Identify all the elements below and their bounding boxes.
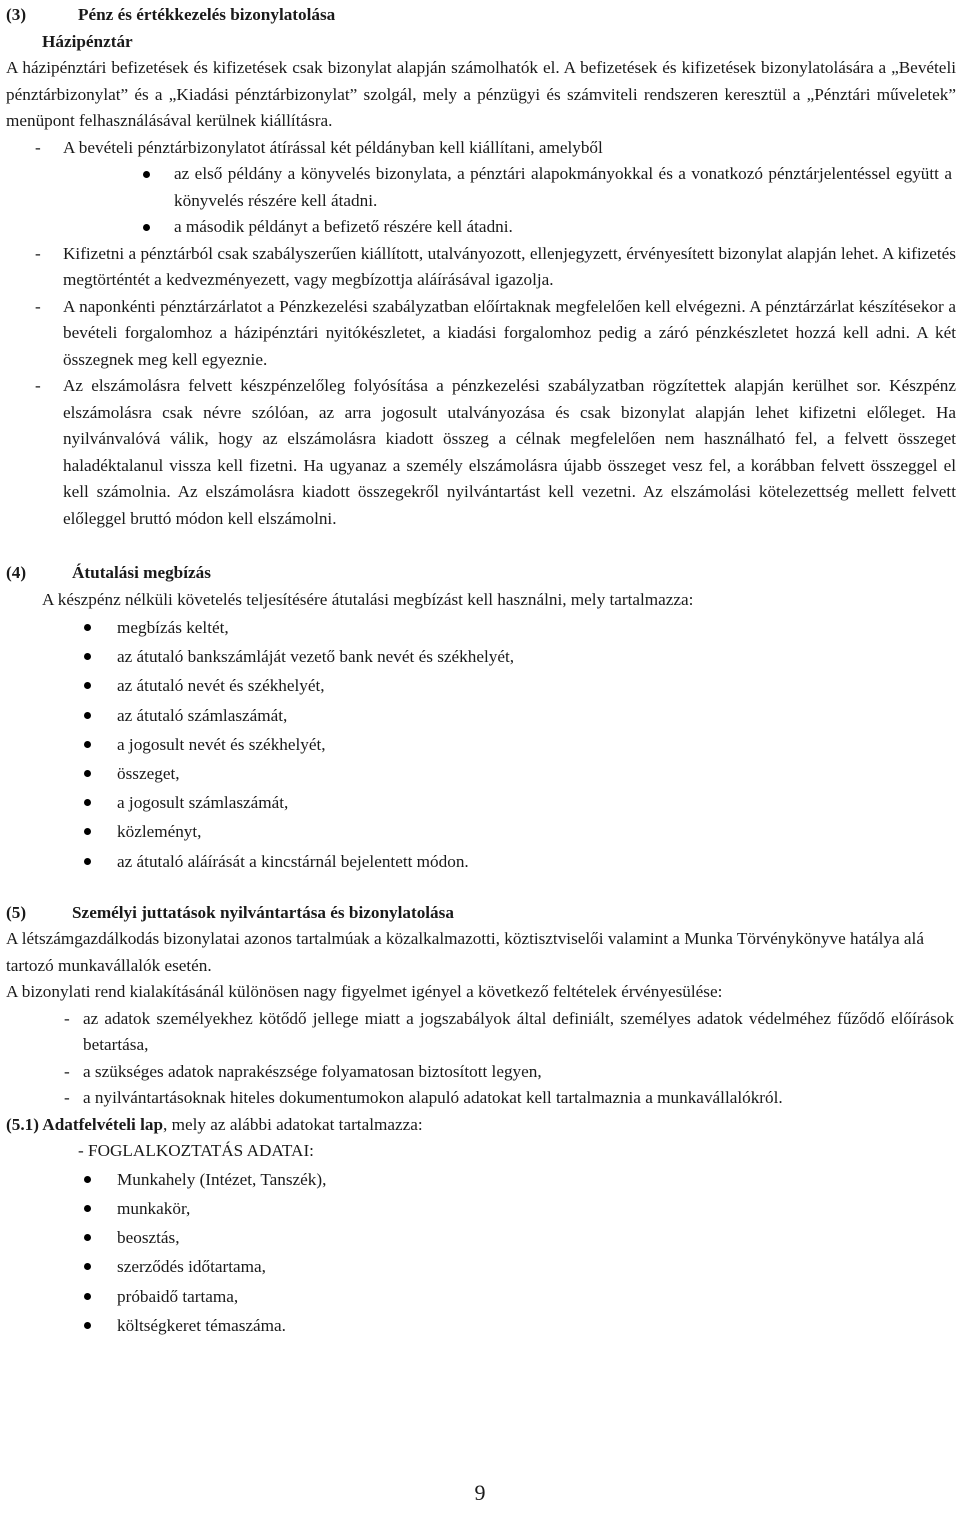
list-item: az átutaló számlaszámát, bbox=[6, 701, 956, 730]
subsection-5-1-heading: (5.1) Adatfelvételi lap, mely az alábbi adatokat tartalmazza: bbox=[6, 1114, 423, 1134]
bullet-icon bbox=[84, 624, 91, 631]
bullet-icon bbox=[84, 799, 91, 806]
bullet-icon bbox=[84, 1293, 91, 1300]
bullet-icon bbox=[143, 171, 150, 178]
section-3-intro: A házipénztári befizetések és kifizetések csak bizonylat alapján számolhatók el. A befizetések és kifizetések bizonylatolására a „Bevételi pénztárbizonylat” és a „Kiadási pénztárbizonylat” szolgál, mely a pénzügyi és számviteli rendszeren keresztül a „Pénztári műveletek” menüpont felhasználásával kerülnek kiállításra. bbox=[6, 58, 956, 130]
document-page bbox=[6, 2, 956, 1340]
bullet-icon bbox=[84, 1205, 91, 1212]
section-5-bullets bbox=[6, 1165, 956, 1340]
bullet-icon bbox=[84, 828, 91, 835]
bullet-icon bbox=[84, 1176, 91, 1183]
section-4-intro: A készpénz nélküli követelés teljesítésére átutalási megbízást kell használni, mely tartalmazza: bbox=[42, 589, 694, 609]
section-3-item: - A naponkénti pénztárzárlatot a Pénzkezelési szabályzatban előírtaknak megfelelően kell elvégezni. A pénztárzárlat készítésekor a bevételi forgalomhoz a házipénztári nyitókészletet, a kiadási forgalomhoz pedig a záró pénzkészletet hozzá kell adni. A két összegnek meg kell egyeznie. bbox=[35, 296, 956, 369]
list-item: a jogosult nevét és székhelyét, bbox=[6, 730, 956, 759]
page-number: 9 bbox=[474, 1480, 486, 1505]
list-item: az átutaló bankszámláját vezető bank nevét és székhelyét, bbox=[6, 642, 956, 671]
list-item: a jogosult számlaszámát, bbox=[6, 788, 956, 817]
list-item: közleményt, bbox=[6, 817, 956, 846]
list-item: munkakör, bbox=[6, 1194, 956, 1223]
list-item: az első példány a könyvelés bizonylata, a pénztári alapokmányokkal és a vonatkozó pénztárjelentéssel együtt a könyvelés részére kell átadni. bbox=[6, 161, 952, 214]
section-number: (5) bbox=[6, 902, 27, 922]
bullet-icon bbox=[84, 741, 91, 748]
bullet-icon bbox=[84, 712, 91, 719]
section-5-item: - a szükséges adatok naprakészsége folyamatosan biztosított legyen, bbox=[64, 1061, 542, 1081]
section-5-item: - az adatok személyekhez kötődő jellege miatt a jogszabályok által definiált, személyes adatok védelméhez fűződő előírások betartása, bbox=[64, 1008, 954, 1055]
section-3-sub-bullets bbox=[6, 161, 956, 241]
bullet-icon bbox=[84, 770, 91, 777]
section-3-item: - Az elszámolásra felvett készpénzelőleg folyósítása a pénzkezelési szabályzatban rögzítettek alapján kerülhet sor. Készpénz elszámolásra csak névre szólóan, az arra jogosult utalványozása és csak bizonylat alapján lehet kifizetni előleget. Ha nyilvánvalóvá válik, hogy az elszámolásra kiadott összeg a célnak megfelelően nem használható fel, a felvett összeget haladéktalanul vissza kell fizetni. Ha ugyanaz a személy elszámolásra újabb összeget vesz fel, a korábban felvett összeggel el kell számolnia. Az elszámolásra kiadott összegekről nyilvántartást kell vezetni. Az elszámolási kötelezettség mellett felvett előleggel bruttó módon kell elszámolni. bbox=[35, 376, 956, 528]
list-item: költségkeret témaszáma. bbox=[6, 1311, 956, 1340]
section-title: Személyi juttatások nyilvántartása és bizonylatolása bbox=[72, 902, 454, 922]
bullet-icon bbox=[84, 1322, 91, 1329]
list-item: beosztás, bbox=[6, 1223, 956, 1252]
bullet-icon bbox=[143, 224, 150, 231]
group-label: - FOGLALKOZTATÁS ADATAI: bbox=[78, 1141, 314, 1161]
section-subtitle: Házipénztár bbox=[42, 31, 133, 51]
list-item: próbaidő tartama, bbox=[6, 1282, 956, 1311]
section-5-paragraph: A létszámgazdálkodás bizonylatai azonos tartalmúak a közalkalmazotti, köztisztviselői valamint a Munka Törvénykönyve hatálya alá tartozó munkavállalók esetén. bbox=[6, 929, 924, 975]
list-item: szerződés időtartama, bbox=[6, 1252, 956, 1281]
list-item: az átutaló aláírását a kincstárnál bejelentett módon. bbox=[6, 847, 956, 876]
bullet-icon bbox=[84, 653, 91, 660]
bullet-icon bbox=[84, 682, 91, 689]
bullet-icon bbox=[84, 1263, 91, 1270]
section-3-item: - A bevételi pénztárbizonylatot átírással két példányban kell kiállítani, amelyből bbox=[35, 137, 603, 157]
section-5-paragraph: A bizonylati rend kialakításánál különösen nagy figyelmet igényel a következő feltételek érvényesülése: bbox=[6, 982, 723, 1002]
bullet-icon bbox=[84, 1234, 91, 1241]
list-item: összeget, bbox=[6, 759, 956, 788]
list-item: Munkahely (Intézet, Tanszék), bbox=[6, 1165, 956, 1194]
section-number: (3) bbox=[6, 5, 27, 24]
section-title: Pénz és értékkezelés bizonylatolása bbox=[78, 5, 336, 24]
section-4-bullets bbox=[6, 613, 956, 876]
list-item: a második példányt a befizető részére kell átadni. bbox=[6, 214, 952, 241]
bullet-icon bbox=[84, 858, 91, 865]
section-number: (4) bbox=[6, 563, 27, 582]
section-4-heading bbox=[6, 560, 956, 587]
section-5-heading bbox=[6, 900, 956, 927]
section-3-item: - Kifizetni a pénztárból csak szabályszerűen kiállított, utalványozott, ellenjegyzett, érvényesített bizonylat alapján lehet. A kifizetés megtörténtét a kedvezményezett, vagy megbízottja aláírásával igazolja. bbox=[35, 243, 956, 289]
section-3-heading bbox=[6, 2, 956, 29]
section-5-item: - a nyilvántartásoknak hiteles dokumentumokon alapuló adatokat kell tartalmaznia a munkavállalókról. bbox=[64, 1088, 783, 1108]
list-item: megbízás keltét, bbox=[6, 613, 956, 642]
section-title: Átutalási megbízás bbox=[72, 563, 211, 582]
list-item: az átutaló nevét és székhelyét, bbox=[6, 671, 956, 700]
